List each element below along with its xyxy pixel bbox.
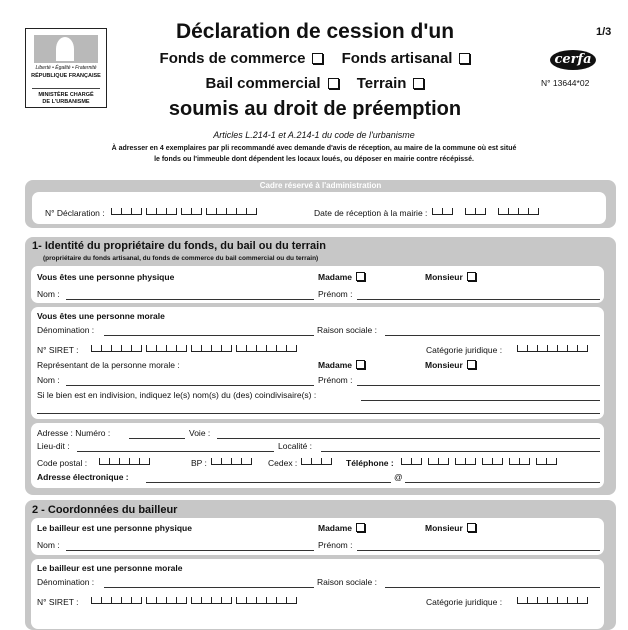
lessor-legal-entity-box [31, 559, 604, 629]
indivision-label: Si le bien est en indivision, indiquez le(s) nom(s) du (des) coindivisaire(s) : [37, 390, 317, 400]
adresse-numero-field[interactable] [129, 437, 185, 439]
owner-categorie-label: Catégorie juridique : [426, 345, 503, 355]
option-bail-commercial-label: Bail commercial [205, 75, 321, 92]
lessor-physical-title: Le bailleur est une personne physique [37, 523, 192, 533]
rep-prenom-field[interactable] [357, 384, 600, 386]
indivision-field-line1[interactable] [361, 399, 600, 401]
lessor-categorie-boxes[interactable] [517, 597, 592, 604]
logo-ministry-line2: DE L'URBANISME [42, 99, 90, 105]
owner-representant-label: Représentant de la personne morale : [37, 360, 180, 370]
section1-title: 1- Identité du propriétaire du fonds, du bail ou du terrain [32, 240, 326, 252]
bp-label: BP : [191, 458, 207, 468]
cerfa-logo: cerfa [550, 50, 596, 70]
email-user-field[interactable] [146, 481, 391, 483]
form-title-options-row2 [150, 75, 480, 92]
email-label: Adresse électronique : [37, 472, 129, 482]
lessor-monsieur-checkbox[interactable] [467, 523, 476, 532]
logo-republic: RÉPUBLIQUE FRANÇAISE [31, 73, 101, 79]
lessor-raison-sociale-field[interactable] [385, 586, 600, 588]
email-at-sign: @ [394, 472, 403, 482]
owner-raison-sociale-field[interactable] [385, 334, 600, 336]
owner-address-box [31, 423, 604, 488]
section2-lessor-panel [25, 500, 616, 630]
fonds-commerce-checkbox[interactable] [312, 53, 323, 64]
lessor-monsieur-label: Monsieur [425, 523, 476, 533]
lessor-siret-boxes[interactable] [91, 597, 301, 604]
reception-date-boxes[interactable] [432, 208, 543, 215]
owner-nom-field[interactable] [66, 298, 314, 300]
localite-label: Localité : [278, 441, 313, 451]
localite-field[interactable] [321, 450, 600, 452]
owner-prenom-label: Prénom : [318, 289, 353, 299]
form-title-options-row1 [150, 50, 480, 67]
lessor-physical-person-box [31, 518, 604, 555]
owner-madame-label: Madame [318, 272, 365, 282]
lessor-madame-checkbox[interactable] [356, 523, 365, 532]
owner-raison-sociale-label: Raison sociale : [317, 325, 378, 335]
lessor-denomination-field[interactable] [104, 586, 314, 588]
republique-francaise-logo [25, 28, 107, 108]
rep-madame-label: Madame [318, 360, 365, 370]
indivision-field-line2[interactable] [37, 412, 600, 414]
rep-prenom-label: Prénom : [318, 375, 353, 385]
email-domain-field[interactable] [405, 481, 600, 483]
page-number: 1/3 [596, 26, 612, 38]
lieu-dit-field[interactable] [77, 450, 274, 452]
owner-physical-title: Vous êtes une personne physique [37, 272, 175, 282]
lessor-nom-label: Nom : [37, 540, 60, 550]
section2-title: 2 - Coordonnées du bailleur [32, 504, 178, 516]
lessor-prenom-label: Prénom : [318, 540, 353, 550]
code-postal-label: Code postal : [37, 458, 88, 468]
voie-field[interactable] [217, 437, 600, 439]
lessor-denomination-label: Dénomination : [37, 577, 95, 587]
articles-reference: Articles L.214-1 et A.214-1 du code de l'urbanisme [213, 130, 415, 140]
rep-madame-checkbox[interactable] [356, 360, 365, 369]
bail-commercial-checkbox[interactable] [328, 78, 339, 89]
owner-siret-boxes[interactable] [91, 345, 301, 352]
cedex-label: Cedex : [268, 458, 298, 468]
rep-monsieur-checkbox[interactable] [467, 360, 476, 369]
adresse-numero-label: Adresse : Numéro : [37, 428, 111, 438]
owner-categorie-boxes[interactable] [517, 345, 592, 352]
instruction-line2: le fonds ou l'immeuble dont dépendent les locaux loués, ou déposer en mairie contre récépissé. [154, 156, 474, 163]
owner-madame-checkbox[interactable] [356, 272, 365, 281]
lessor-prenom-field[interactable] [357, 549, 600, 551]
owner-legal-entity-box [31, 307, 604, 419]
lessor-nom-field[interactable] [66, 549, 314, 551]
declaration-number-boxes[interactable] [111, 208, 261, 215]
owner-denomination-label: Dénomination : [37, 325, 95, 335]
admin-panel-title: Cadre réservé à l'administration [259, 181, 382, 190]
admin-panel-body [32, 192, 606, 224]
marianne-emblem-icon [34, 35, 98, 63]
rep-nom-label: Nom : [37, 375, 60, 385]
owner-monsieur-checkbox[interactable] [467, 272, 476, 281]
code-postal-boxes[interactable] [99, 458, 154, 465]
lessor-categorie-label: Catégorie juridique : [426, 597, 503, 607]
option-terrain-label: Terrain [356, 75, 407, 92]
cedex-boxes[interactable] [301, 458, 336, 465]
owner-prenom-field[interactable] [357, 298, 600, 300]
option-fonds-artisanal-label: Fonds artisanal [341, 50, 453, 67]
rep-monsieur-label: Monsieur [425, 360, 476, 370]
logo-divider [32, 88, 100, 89]
voie-label: Voie : [189, 428, 211, 438]
form-number: N° 13644*02 [541, 78, 590, 88]
admin-reserved-panel [25, 180, 616, 228]
bp-boxes[interactable] [211, 458, 256, 465]
section1-subtitle: (propriétaire du fonds artisanal, du fonds de commerce du bail commercial ou du terrain) [43, 255, 319, 262]
owner-morale-title: Vous êtes une personne morale [37, 311, 165, 321]
logo-ministry-line1: MINISTÈRE CHARGÉ [38, 92, 94, 98]
option-fonds-commerce-label: Fonds de commerce [159, 50, 306, 67]
owner-siret-label: N° SIRET : [37, 345, 79, 355]
section1-owner-panel [25, 237, 616, 495]
lessor-siret-label: N° SIRET : [37, 597, 79, 607]
lieu-dit-label: Lieu-dit : [37, 441, 70, 451]
fonds-artisanal-checkbox[interactable] [459, 53, 470, 64]
declaration-number-label: N° Déclaration : [45, 208, 105, 218]
form-title-line3: soumis au droit de préemption [168, 98, 462, 120]
terrain-checkbox[interactable] [413, 78, 424, 89]
lessor-raison-sociale-label: Raison sociale : [317, 577, 378, 587]
form-title-line1: Déclaration de cession d'un [175, 20, 455, 43]
lessor-madame-label: Madame [318, 523, 365, 533]
owner-monsieur-label: Monsieur [425, 272, 476, 282]
telephone-label: Téléphone : [346, 458, 394, 468]
owner-denomination-field[interactable] [104, 334, 314, 336]
reception-date-label: Date de réception à la mairie : [314, 208, 428, 218]
telephone-boxes[interactable] [401, 458, 561, 465]
owner-physical-person-box [31, 266, 604, 303]
owner-nom-label: Nom : [37, 289, 60, 299]
logo-motto: Liberté • Égalité • Fraternité [35, 65, 97, 71]
instruction-line1: À adresser en 4 exemplaires par pli recommandé avec demande d'avis de réception, au maire de la commune où est situé [111, 145, 517, 152]
lessor-morale-title: Le bailleur est une personne morale [37, 563, 183, 573]
rep-nom-field[interactable] [66, 384, 314, 386]
